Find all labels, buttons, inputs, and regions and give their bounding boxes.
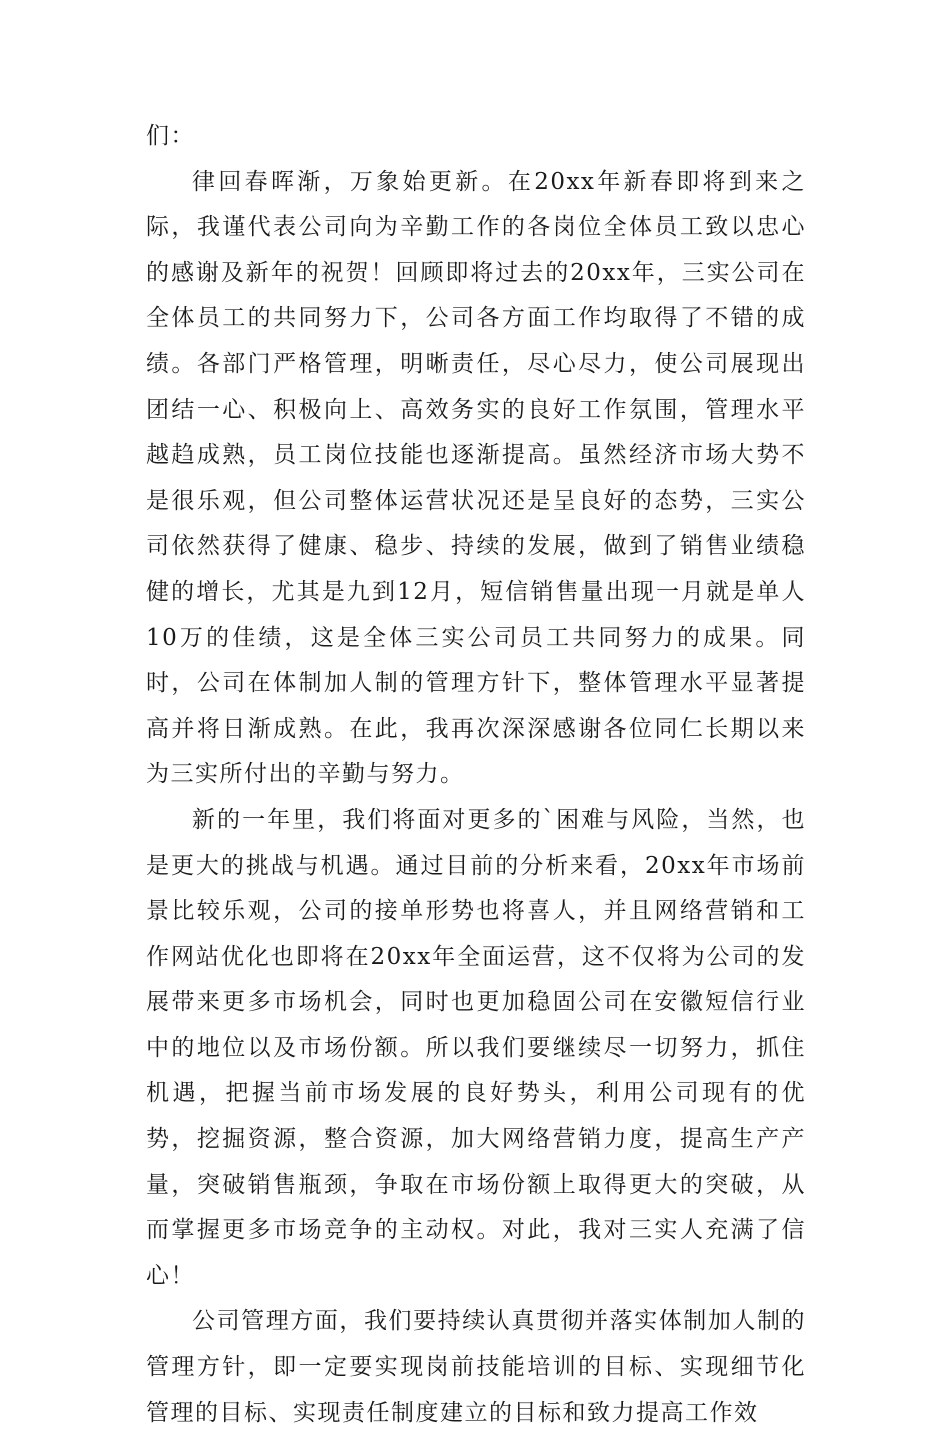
paragraph-outlook: 新的一年里，我们将面对更多的`困难与风险，当然，也是更大的挑战与机遇。通过目前的分析来看，20xx年市场前景比较乐观，公司的接单形势也将喜人，并且网络营销和工作网站优化也即将在20xx年全面运营，这不仅将为公司的发展带来更多市场机会，同时也更加稳固公司在安徽短信行业中的地位以及市场份额。所以我们要继续尽一切努力，抓住机遇，把握当前市场发展的良好势头，利用公司现有的优势，挖掘资源，整合资源，加大网络营销力度，提高生产产量，突破销售瓶颈，争取在市场份额上取得更大的突破，从而掌握更多市场竞争的主动权。对此，我对三实人充满了信心！ — [146, 806, 806, 1289]
paragraph-salutation-tail: 们： — [146, 123, 195, 149]
document-body — [146, 114, 806, 1436]
paragraph-management: 公司管理方面，我们要持续认真贯彻并落实体制加人制的管理方针，即一定要实现岗前技能培训的目标、实现细节化管理的目标、实现责任制度建立的目标和致力提高工作效 — [146, 1308, 806, 1426]
paragraph-review: 律回春晖渐，万象始更新。在20xx年新春即将到来之际，我谨代表公司向为辛勤工作的各岗位全体员工致以忠心的感谢及新年的祝贺！回顾即将过去的20xx年，三实公司在全体员工的共同努力下，公司各方面工作均取得了不错的成绩。各部门严格管理，明晰责任，尽心尽力，使公司展现出团结一心、积极向上、高效务实的良好工作氛围，管理水平越趋成熟，员工岗位技能也逐渐提高。虽然经济市场大势不是很乐观，但公司整体运营状况还是呈良好的态势，三实公司依然获得了健康、稳步、持续的发展，做到了销售业绩稳健的增长，尤其是九到12月，短信销售量出现一月就是单人10万的佳绩，这是全体三实公司员工共同努力的成果。同时，公司在体制加人制的管理方针下，整体管理水平显著提高并将日渐成熟。在此，我再次深深感谢各位同仁长期以来为三实所付出的辛勤与努力。 — [146, 168, 806, 788]
